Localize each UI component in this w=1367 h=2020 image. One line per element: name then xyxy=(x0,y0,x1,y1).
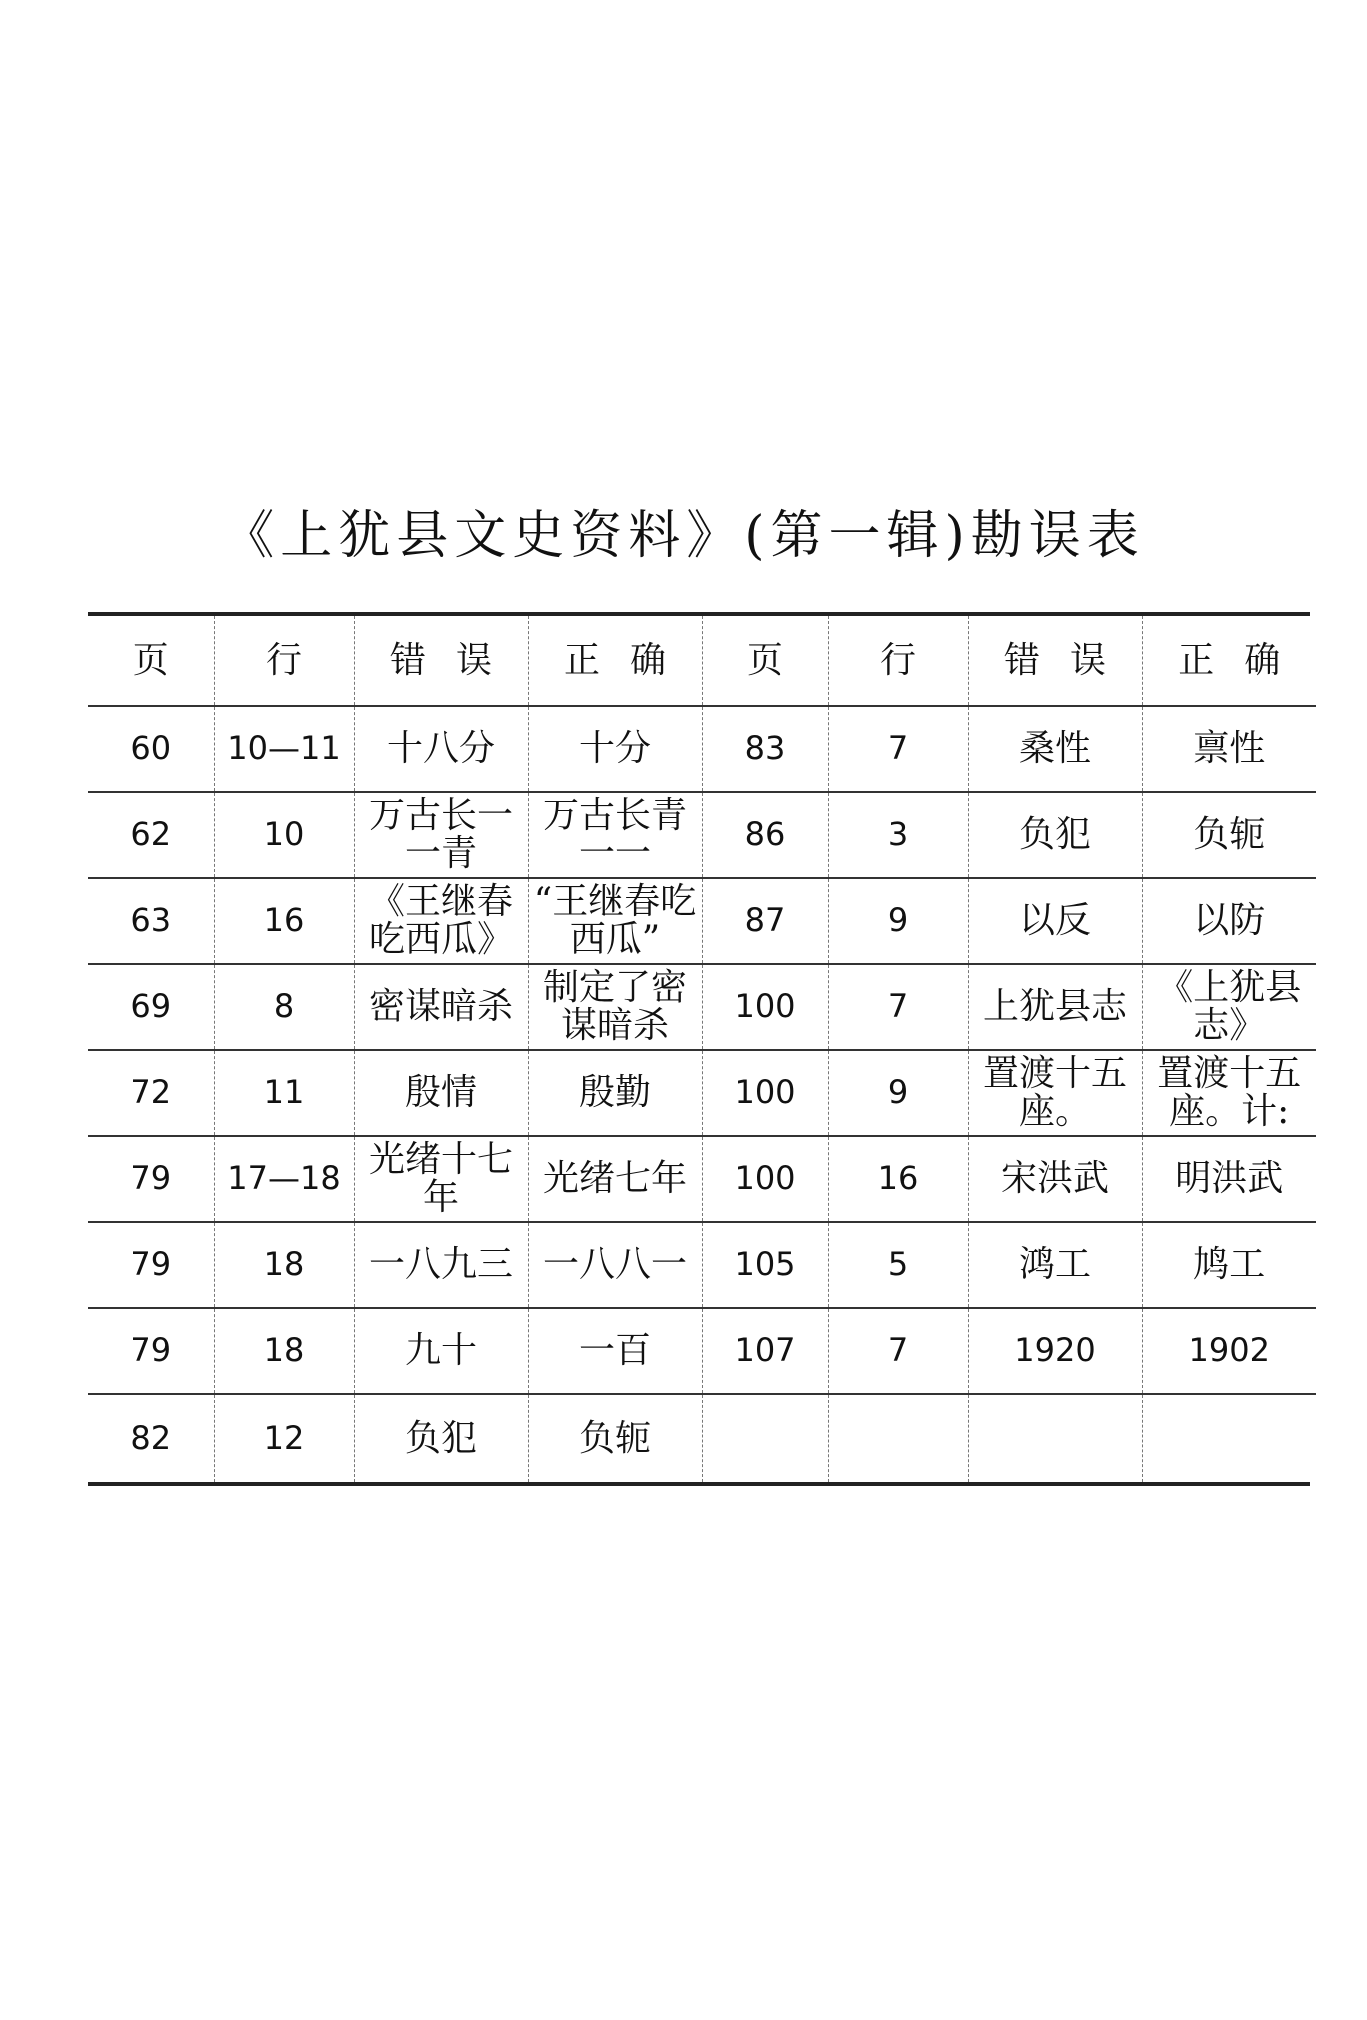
page-cell: 100 xyxy=(702,964,828,1050)
correct-cell: 负轭 xyxy=(1142,792,1316,878)
line-cell: 18 xyxy=(214,1222,354,1308)
correct-cell: 光绪七年 xyxy=(528,1136,702,1222)
page-title: 《上犹县文史资料》(第一辑)勘误表 xyxy=(222,506,1145,566)
line-cell: 9 xyxy=(828,878,968,964)
page-cell: 105 xyxy=(702,1222,828,1308)
line-cell xyxy=(828,1394,968,1482)
page-cell: 100 xyxy=(702,1136,828,1222)
page-cell: 79 xyxy=(88,1308,214,1394)
error-cell: 负犯 xyxy=(354,1394,528,1482)
error-cell: 光绪十七年 xyxy=(354,1136,528,1222)
table-row xyxy=(88,1394,1316,1482)
correct-cell: 殷勤 xyxy=(528,1050,702,1136)
header-line: 行 xyxy=(214,616,354,706)
table-row xyxy=(88,964,1316,1050)
error-cell: 宋洪武 xyxy=(968,1136,1142,1222)
page-cell: 107 xyxy=(702,1308,828,1394)
page-cell: 100 xyxy=(702,1050,828,1136)
line-cell: 7 xyxy=(828,706,968,792)
table-row xyxy=(88,1136,1316,1222)
correct-cell: 一八八一 xyxy=(528,1222,702,1308)
correct-cell: 明洪武 xyxy=(1142,1136,1316,1222)
page-cell: 83 xyxy=(702,706,828,792)
header-page: 页 xyxy=(702,616,828,706)
header-correct: 正确 xyxy=(528,616,702,706)
table-row xyxy=(88,1308,1316,1394)
table-row xyxy=(88,792,1316,878)
error-cell: 桑性 xyxy=(968,706,1142,792)
page-cell: 79 xyxy=(88,1136,214,1222)
error-cell: 上犹县志 xyxy=(968,964,1142,1050)
table-header-row xyxy=(88,616,1316,706)
errata-table-body xyxy=(88,706,1316,1482)
error-cell xyxy=(968,1394,1142,1482)
line-cell: 12 xyxy=(214,1394,354,1482)
error-cell: 鸿工 xyxy=(968,1222,1142,1308)
error-cell: 1920 xyxy=(968,1308,1142,1394)
header-error: 错误 xyxy=(968,616,1142,706)
correct-cell: 以防 xyxy=(1142,878,1316,964)
correct-cell: 禀性 xyxy=(1142,706,1316,792)
table-bottom-rule xyxy=(88,1482,1310,1486)
correct-cell: 一百 xyxy=(528,1308,702,1394)
header-page: 页 xyxy=(88,616,214,706)
line-cell: 17—18 xyxy=(214,1136,354,1222)
line-cell: 10 xyxy=(214,792,354,878)
correct-cell: 十分 xyxy=(528,706,702,792)
error-cell: 殷情 xyxy=(354,1050,528,1136)
correct-cell: 鸠工 xyxy=(1142,1222,1316,1308)
header-correct: 正确 xyxy=(1142,616,1316,706)
error-cell: 置渡十五座。 xyxy=(968,1050,1142,1136)
page-cell: 62 xyxy=(88,792,214,878)
page-cell: 69 xyxy=(88,964,214,1050)
table-row xyxy=(88,1222,1316,1308)
page-cell: 79 xyxy=(88,1222,214,1308)
line-cell: 11 xyxy=(214,1050,354,1136)
correct-cell: “王继春吃西瓜” xyxy=(528,878,702,964)
correct-cell: 《上犹县志》 xyxy=(1142,964,1316,1050)
table-row xyxy=(88,878,1316,964)
header-line: 行 xyxy=(828,616,968,706)
correct-cell: 制定了密谋暗杀 xyxy=(528,964,702,1050)
error-cell: 负犯 xyxy=(968,792,1142,878)
error-cell: 一八九三 xyxy=(354,1222,528,1308)
table-row xyxy=(88,1050,1316,1136)
correct-cell: 1902 xyxy=(1142,1308,1316,1394)
line-cell: 16 xyxy=(214,878,354,964)
correct-cell: 置渡十五座。计: xyxy=(1142,1050,1316,1136)
line-cell: 7 xyxy=(828,1308,968,1394)
line-cell: 16 xyxy=(828,1136,968,1222)
header-error: 错误 xyxy=(354,616,528,706)
line-cell: 3 xyxy=(828,792,968,878)
line-cell: 7 xyxy=(828,964,968,1050)
error-cell: 密谋暗杀 xyxy=(354,964,528,1050)
line-cell: 9 xyxy=(828,1050,968,1136)
page-cell: 87 xyxy=(702,878,828,964)
correct-cell: 负轭 xyxy=(528,1394,702,1482)
error-cell: 万古长一一青 xyxy=(354,792,528,878)
line-cell: 5 xyxy=(828,1222,968,1308)
page-cell: 63 xyxy=(88,878,214,964)
page-cell xyxy=(702,1394,828,1482)
error-cell: 九十 xyxy=(354,1308,528,1394)
correct-cell: 万古长青一一 xyxy=(528,792,702,878)
error-cell: 十八分 xyxy=(354,706,528,792)
errata-table xyxy=(88,616,1316,1482)
line-cell: 18 xyxy=(214,1308,354,1394)
errata-table-container xyxy=(88,612,1310,1486)
table-row xyxy=(88,706,1316,792)
error-cell: 《王继春吃西瓜》 xyxy=(354,878,528,964)
line-cell: 10—11 xyxy=(214,706,354,792)
page-cell: 86 xyxy=(702,792,828,878)
error-cell: 以反 xyxy=(968,878,1142,964)
correct-cell xyxy=(1142,1394,1316,1482)
page-cell: 72 xyxy=(88,1050,214,1136)
line-cell: 8 xyxy=(214,964,354,1050)
page-cell: 82 xyxy=(130,1418,172,1457)
page-cell: 60 xyxy=(88,706,214,792)
